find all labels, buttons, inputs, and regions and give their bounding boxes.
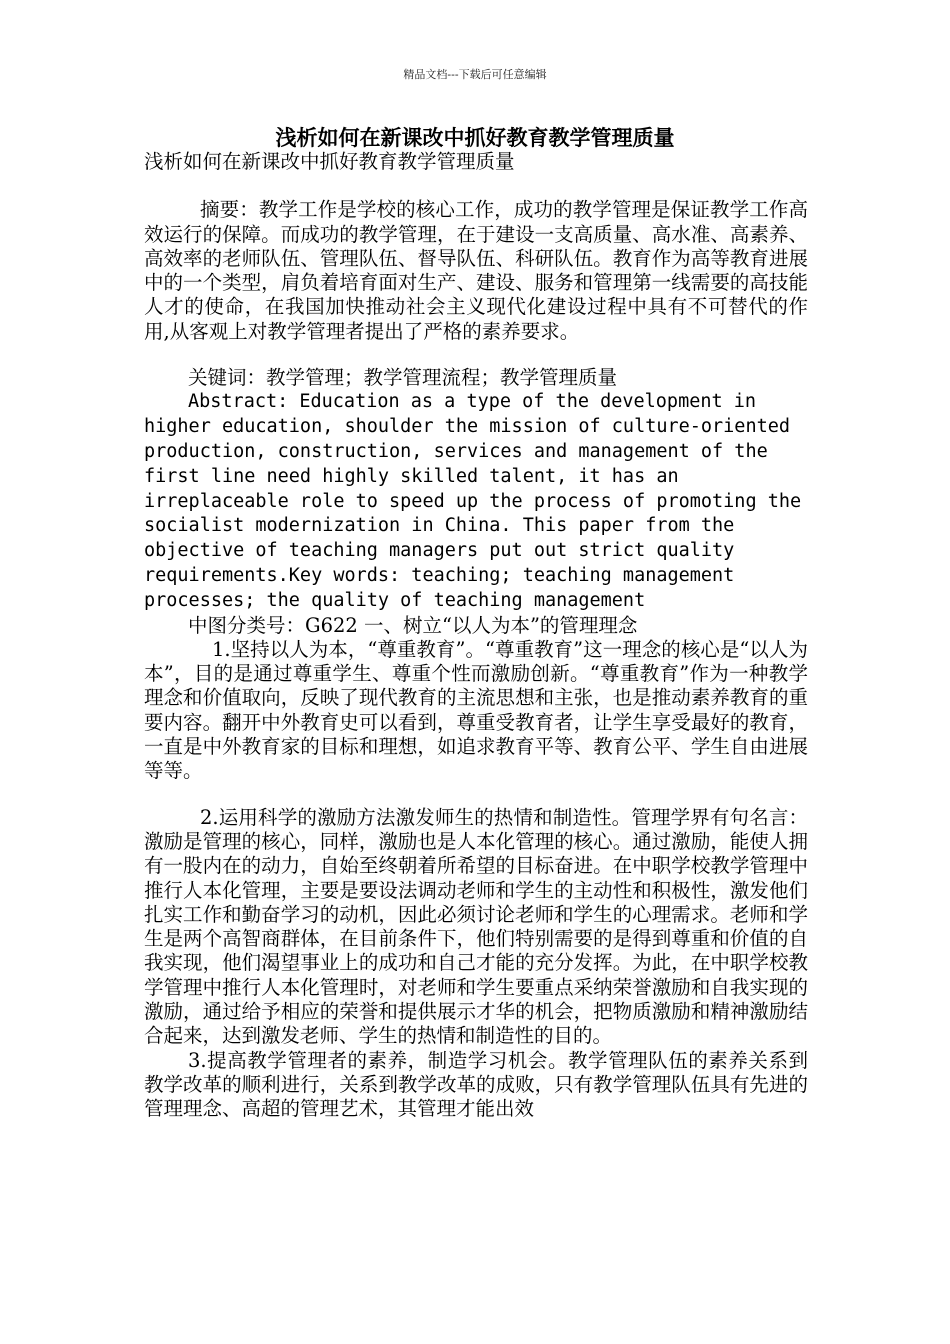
abstract-chinese: 摘要：教学工作是学校的核心工作，成功的教学管理是保证教学工作高效运行的保障。而成功的教学管理，在于建设一支高质量、高水准、高素养、高效率的老师队伍、管理队伍、督导队伍、科研队伍。教育作为高等教育进展中的一个类型，肩负着培育面对生产、建设、服务和管理第一线需要的高技能人才的使命，在我国加快推动社会主义现代化建设过程中具有不可替代的作用,从客观上对教学管理者提出了严格的素养要求。: [144, 198, 808, 343]
header-note: 精品文档---下载后可任意编辑: [403, 68, 547, 81]
document-title: 浅析如何在新课改中抓好教育教学管理质量: [275, 125, 675, 150]
abstract-english: Abstract: Education as a type of the development in higher education, shoulder the mission of culture-oriented production, construction, services and management of the first line need highly skilled talent, it has an irreplaceable role to speed up the process of promoting the socialist modernization in China. This paper from the objective of teaching managers put out strict quality requirements.Key words: teaching; teaching management processes; the quality of teaching management: [144, 391, 802, 611]
document-body: [144, 150, 808, 1121]
keywords-chinese: 关键词：教学管理；教学管理流程；教学管理质量: [188, 366, 618, 390]
paragraph-gap: [144, 174, 808, 198]
section-2-paragraph: 2.运用科学的激励方法激发师生的热情和制造性。管理学界有句名言：激励是管理的核心，同样，激励也是人本化管理的核心。通过激励，能使人拥有一股内在的动力，自始至终朝着所希望的目标奋进。在中职学校教学管理中推行人本化管理，主要是要设法调动老师和学生的主动性和积极性，激发他们扎实工作和勤奋学习的动机，因此必须讨论老师和学生的心理需求。老师和学生是两个高智商群体，在目前条件下，他们特别需要的是得到尊重和价值的自我实现，他们渴望事业上的成功和自己才能的充分发挥。为此，在中职学校教学管理中推行人本化管理时，对老师和学生要重点采纳荣誉激励和自我实现的激励，通过给予相应的荣誉和提供展示才华的机会，把物质激励和精神激励结合起来，达到激发老师、学生的热情和制造性的目的。: [144, 805, 808, 1048]
paragraph-gap: [144, 784, 808, 806]
classification-line: 中图分类号：G622 一、树立“以人为本”的管理理念: [188, 613, 638, 637]
paragraph-gap: [144, 344, 808, 366]
section-1-paragraph: 1.坚持以人为本，“尊重教育”。“尊重教育”这一理念的核心是“以人为本”，目的是通过尊重学生、尊重个性而激励创新。“尊重教育”作为一种教学理念和价值取向，反映了现代教育的主流思想和主张，也是推动素养教育的重要内容。翻开中外教育史可以看到，尊重受教育者，让学生享受最好的教育，一直是中外教育家的目标和理想，如追求教育平等、教育公平、学生自由进展等等。: [144, 637, 808, 783]
section-3-paragraph: 3.提高教学管理者的素养，制造学习机会。教学管理队伍的素养关系到教学改革的顺利进行，关系到教学改革的成败，只有教学管理队伍具有先进的管理理念、高超的管理艺术，其管理才能出效: [144, 1048, 808, 1121]
document-subtitle: 浅析如何在新课改中抓好教育教学管理质量: [144, 150, 515, 173]
